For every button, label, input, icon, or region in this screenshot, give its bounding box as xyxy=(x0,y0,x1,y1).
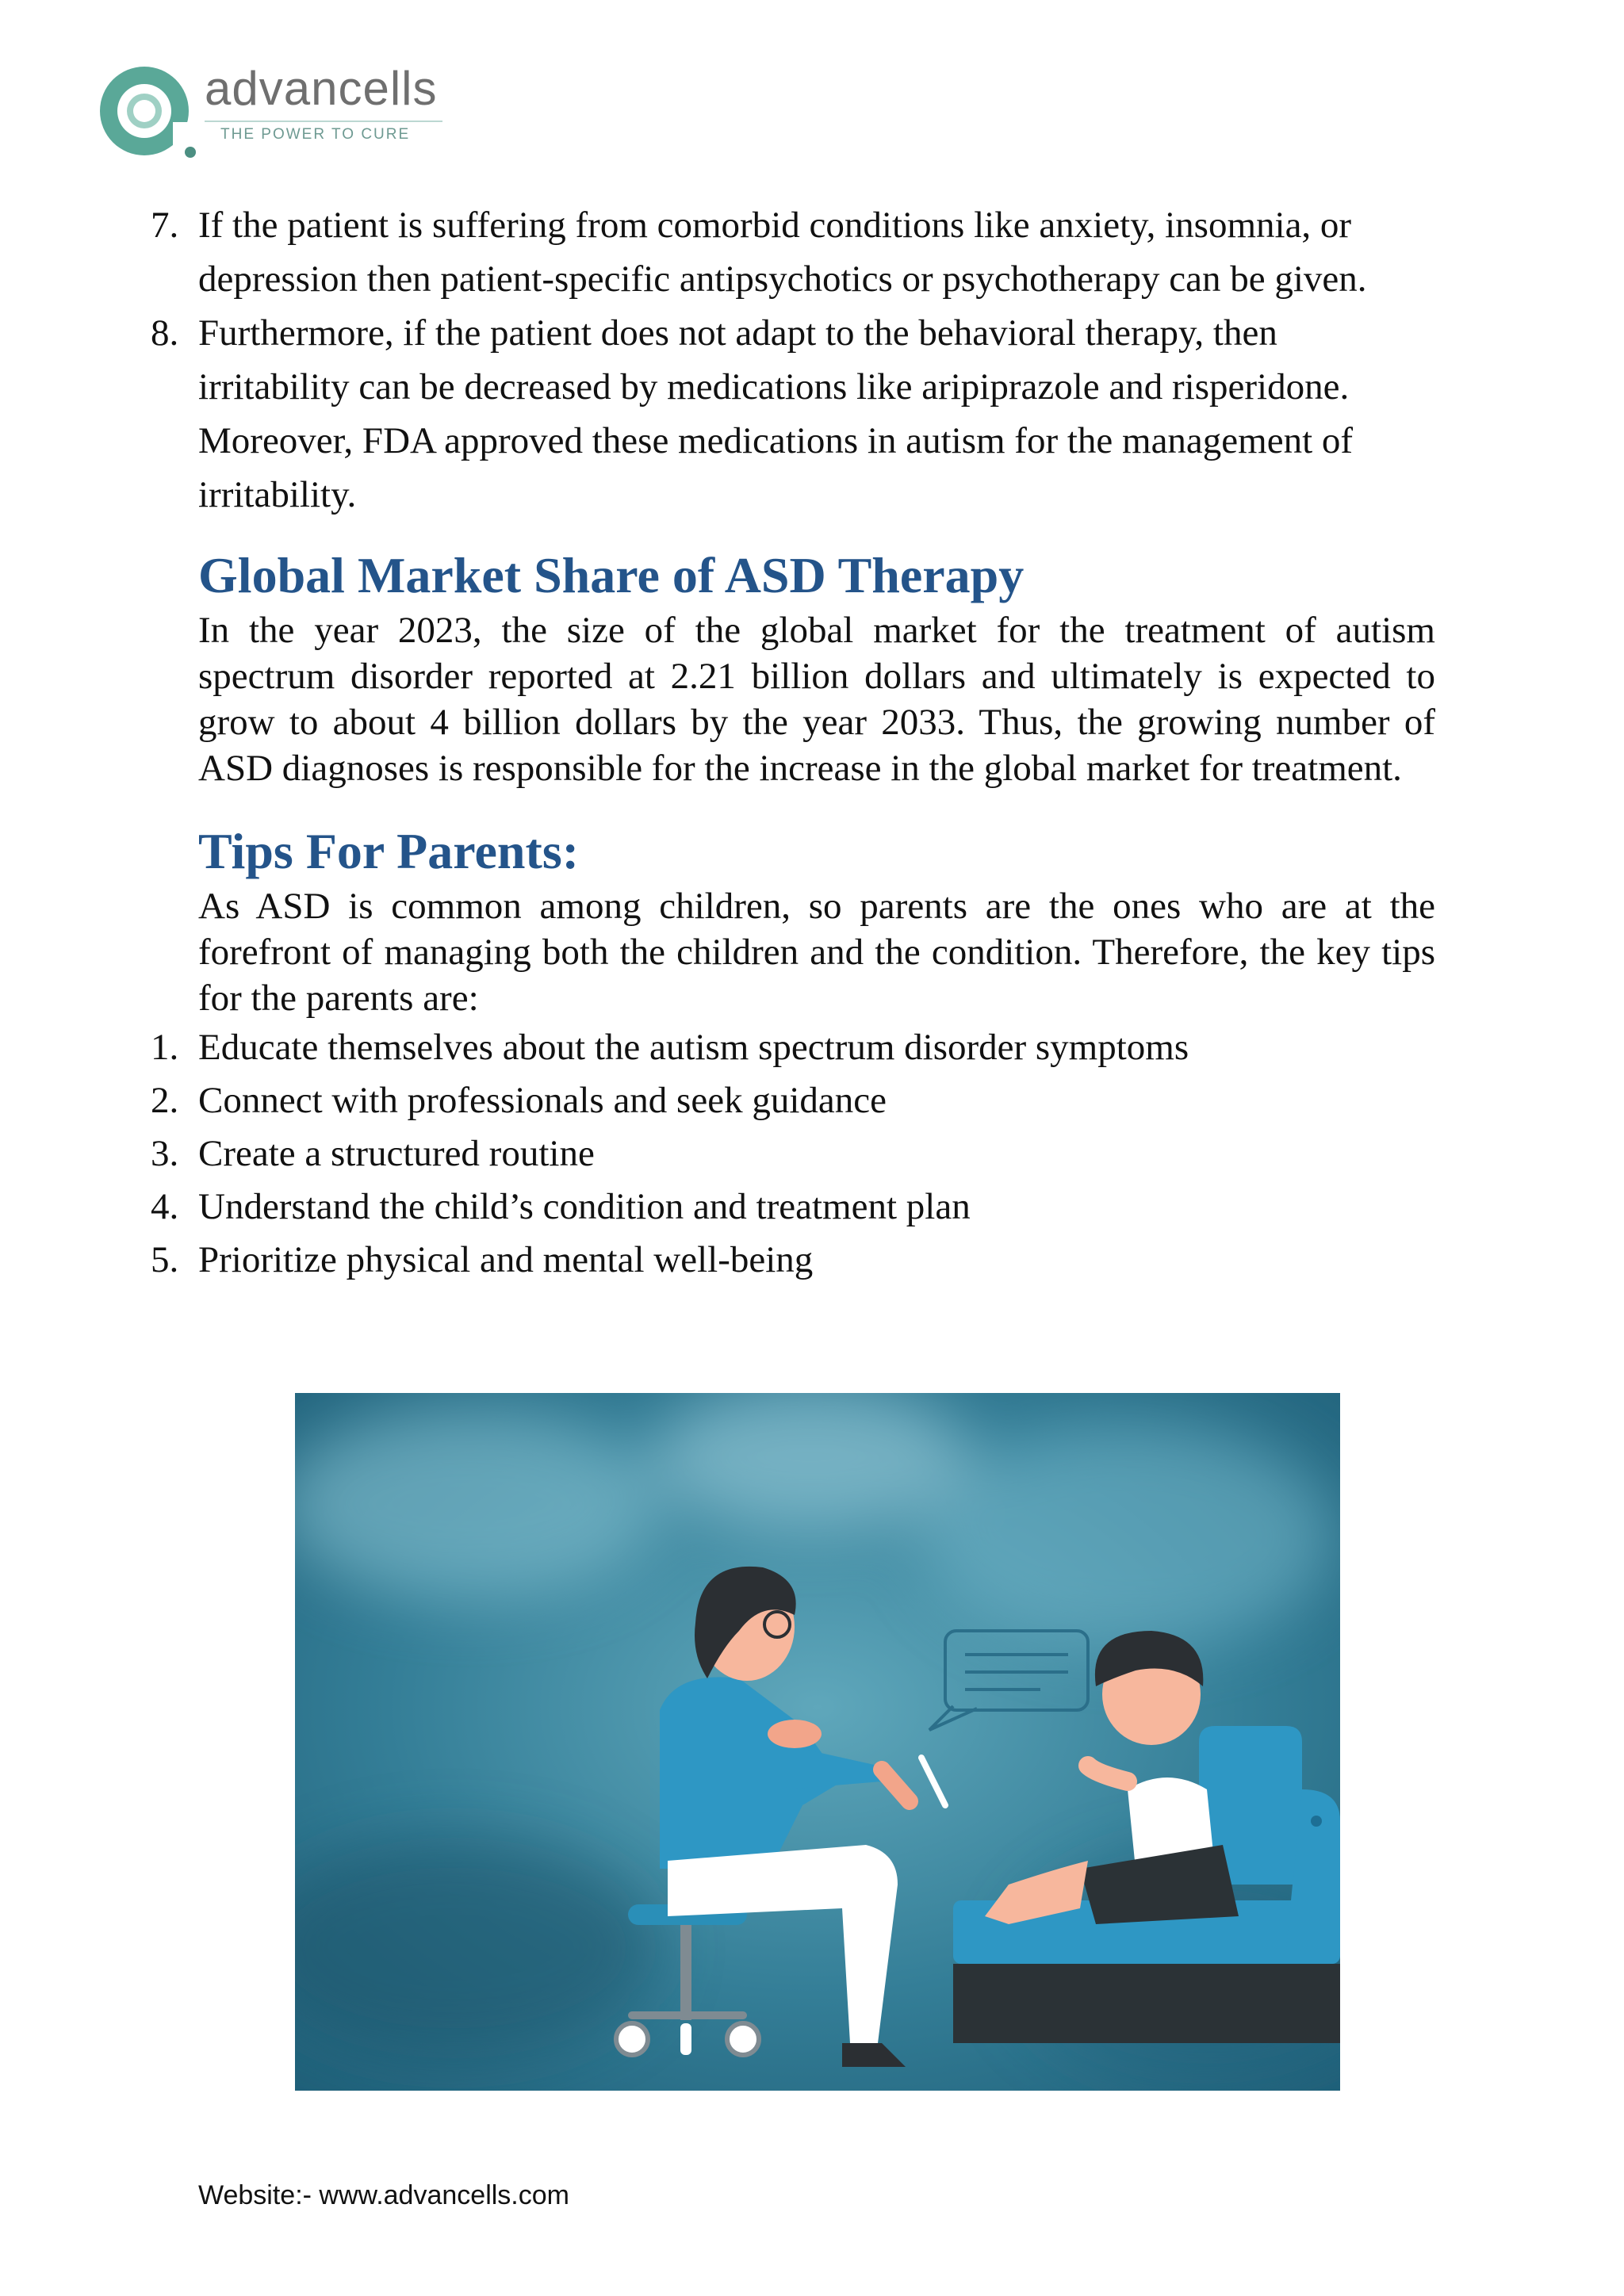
list-text: Create a structured routine xyxy=(198,1133,595,1174)
list-text: Educate themselves about the autism spectrum disorder symptoms xyxy=(198,1027,1189,1068)
list-number: 2. xyxy=(151,1080,179,1121)
list-number: 8. xyxy=(151,312,179,354)
therapy-illustration xyxy=(295,1393,1340,2091)
list-number: 7. xyxy=(151,205,179,246)
tips-heading: Tips For Parents: xyxy=(198,823,580,879)
brand-name: advancells xyxy=(205,62,438,115)
list-item xyxy=(151,1021,1435,1074)
list-item xyxy=(151,198,1435,306)
market-paragraph: In the year 2023, the size of the global market for the treatment of autism spectrum disorder reported at 2.21 billion dollars and ultimately is expected to grow to about 4 billion dollars by the year 2033. Thus, the growing number of ASD diagnoses is responsible for the increase in the global market for treatment. xyxy=(198,610,1435,789)
list-text: Understand the child’s condition and treatment plan xyxy=(198,1186,971,1227)
footer-website: Website:- www.advancells.com xyxy=(198,2180,569,2210)
list-item xyxy=(151,1127,1435,1181)
list-item xyxy=(151,306,1435,522)
page-content xyxy=(151,198,1435,1287)
list-item xyxy=(151,1234,1435,1287)
list-item xyxy=(151,1074,1435,1127)
list-number: 3. xyxy=(151,1133,179,1174)
list-text: Connect with professionals and seek guidance xyxy=(198,1080,887,1121)
list-number: 5. xyxy=(151,1239,179,1280)
advancells-logo-icon xyxy=(94,59,205,166)
list-number: 4. xyxy=(151,1186,179,1227)
list-item xyxy=(151,1181,1435,1234)
tips-intro: As ASD is common among children, so parents are the ones who are at the forefront of managing both the children and the condition. Therefore, the key tips for the parents are: xyxy=(198,886,1435,1019)
tips-list xyxy=(151,1021,1435,1287)
list-text: Furthermore, if the patient does not adapt to the behavioral therapy, then irritability can be decreased by medications like aripiprazole and risperidone. Moreover, FDA approved these medications in autism for the management of irritability. xyxy=(198,312,1354,515)
list-number: 1. xyxy=(151,1027,179,1068)
market-heading: Global Market Share of ASD Therapy xyxy=(198,547,1025,603)
tagline-divider xyxy=(205,121,442,122)
company-logo xyxy=(94,59,458,166)
list-text: Prioritize physical and mental well-being xyxy=(198,1239,814,1280)
treatment-list xyxy=(151,198,1435,522)
list-text: If the patient is suffering from comorbid conditions like anxiety, insomnia, or depression then patient-specific antipsychotics or psychotherapy can be given. xyxy=(198,205,1367,300)
brand-tagline: THE POWER TO CURE xyxy=(220,126,411,143)
